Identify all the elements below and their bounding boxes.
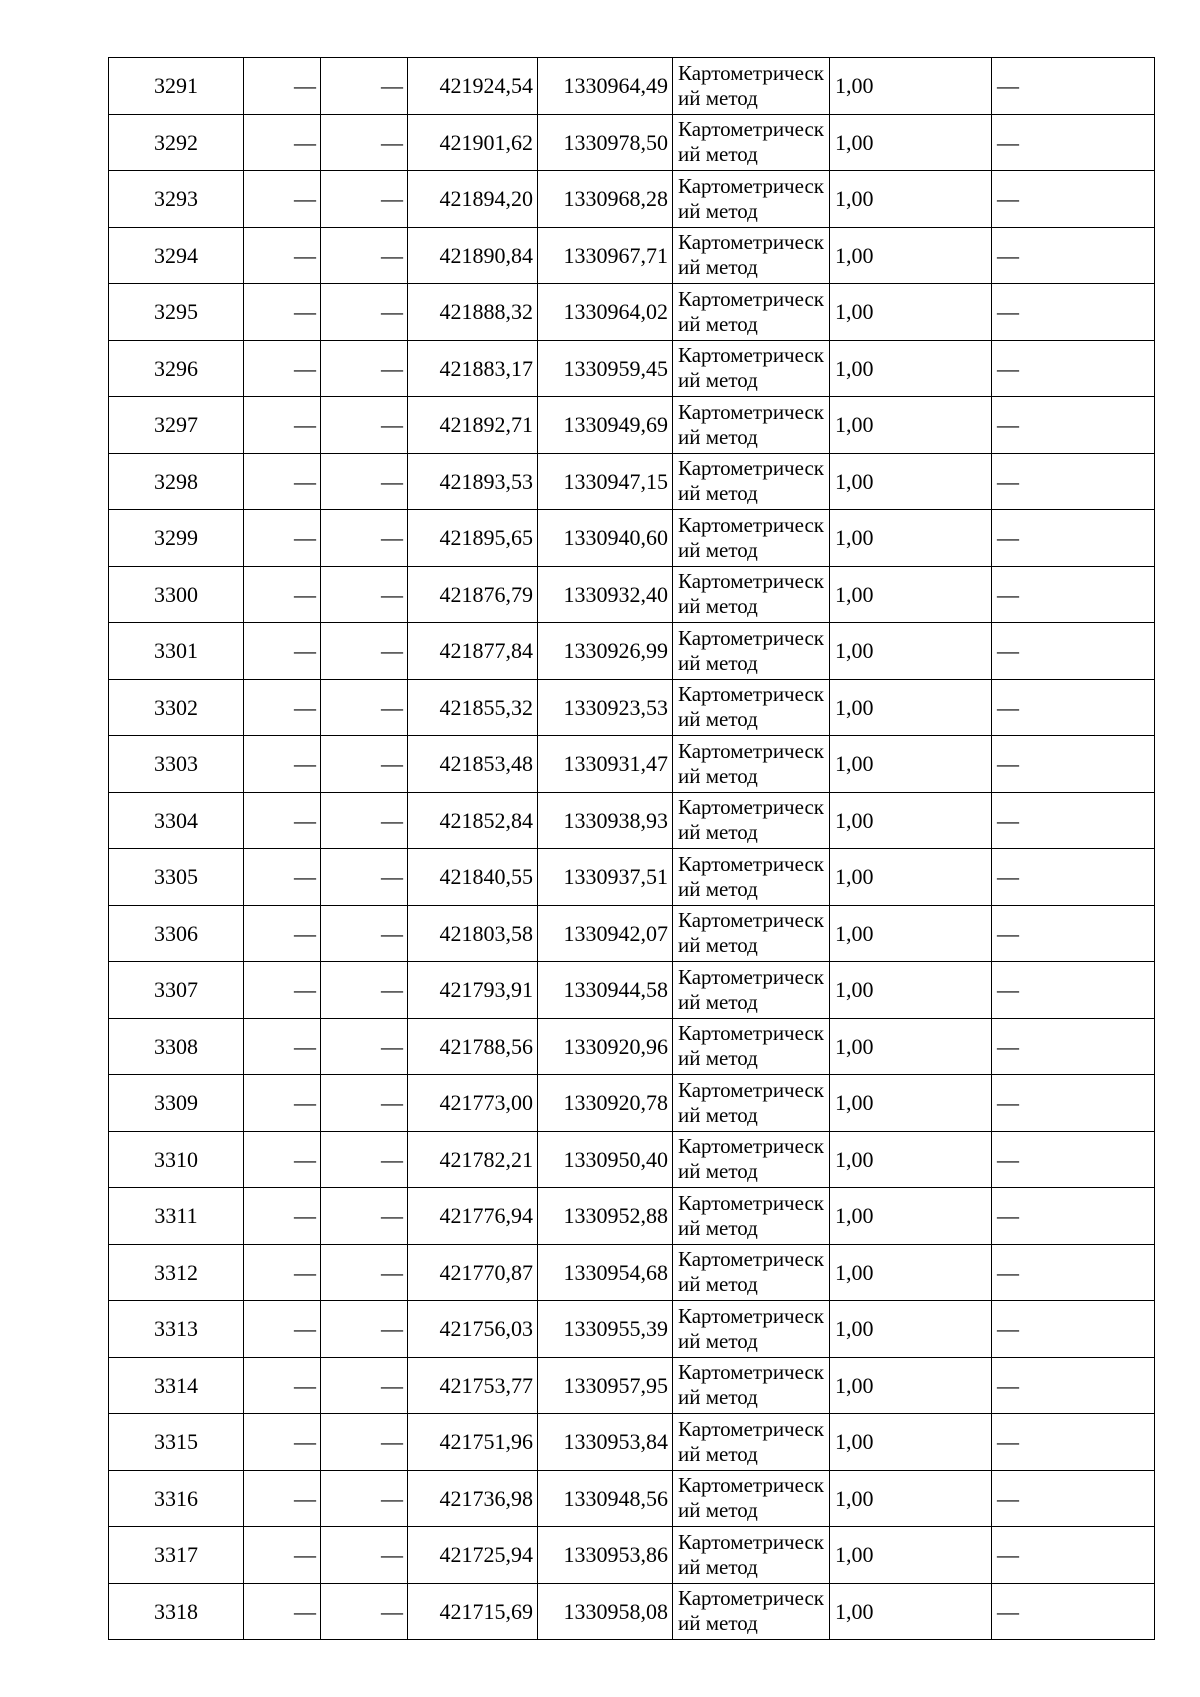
x-coordinate-cell: 421853,48	[408, 736, 538, 793]
x-coordinate-cell: 421901,62	[408, 114, 538, 171]
empty-dash-cell: —	[321, 566, 408, 623]
empty-dash-cell: —	[321, 1244, 408, 1301]
method-cell: Картометрический метод	[673, 1018, 830, 1075]
empty-dash-cell: —	[244, 962, 321, 1019]
accuracy-cell: 1,00	[830, 736, 992, 793]
accuracy-cell: 1,00	[830, 1583, 992, 1640]
empty-dash-cell: —	[244, 792, 321, 849]
accuracy-cell: 1,00	[830, 1018, 992, 1075]
point-number-cell: 3311	[109, 1188, 244, 1245]
table-row	[109, 623, 1155, 680]
table-row	[109, 1527, 1155, 1584]
method-cell: Картометрический метод	[673, 736, 830, 793]
x-coordinate-cell: 421876,79	[408, 566, 538, 623]
empty-dash-cell: —	[244, 566, 321, 623]
empty-dash-cell: —	[321, 1188, 408, 1245]
y-coordinate-cell: 1330942,07	[538, 905, 673, 962]
accuracy-cell: 1,00	[830, 1414, 992, 1471]
table-row	[109, 1018, 1155, 1075]
point-number-cell: 3310	[109, 1131, 244, 1188]
empty-dash-cell: —	[992, 114, 1155, 171]
point-number-cell: 3292	[109, 114, 244, 171]
method-cell: Картометрический метод	[673, 792, 830, 849]
empty-dash-cell: —	[992, 566, 1155, 623]
table-row	[109, 1470, 1155, 1527]
y-coordinate-cell: 1330955,39	[538, 1301, 673, 1358]
method-cell: Картометрический метод	[673, 227, 830, 284]
empty-dash-cell: —	[321, 284, 408, 341]
x-coordinate-cell: 421883,17	[408, 340, 538, 397]
empty-dash-cell: —	[244, 1018, 321, 1075]
empty-dash-cell: —	[244, 1301, 321, 1358]
method-cell: Картометрический метод	[673, 171, 830, 228]
accuracy-cell: 1,00	[830, 566, 992, 623]
table-row	[109, 1301, 1155, 1358]
point-number-cell: 3295	[109, 284, 244, 341]
y-coordinate-cell: 1330940,60	[538, 510, 673, 567]
y-coordinate-cell: 1330954,68	[538, 1244, 673, 1301]
point-number-cell: 3301	[109, 623, 244, 680]
empty-dash-cell: —	[244, 1414, 321, 1471]
table-row	[109, 453, 1155, 510]
point-number-cell: 3299	[109, 510, 244, 567]
empty-dash-cell: —	[321, 114, 408, 171]
y-coordinate-cell: 1330978,50	[538, 114, 673, 171]
method-cell: Картометрический метод	[673, 58, 830, 115]
x-coordinate-cell: 421793,91	[408, 962, 538, 1019]
empty-dash-cell: —	[244, 1075, 321, 1132]
accuracy-cell: 1,00	[830, 1301, 992, 1358]
point-number-cell: 3302	[109, 679, 244, 736]
x-coordinate-cell: 421895,65	[408, 510, 538, 567]
empty-dash-cell: —	[321, 510, 408, 567]
empty-dash-cell: —	[244, 849, 321, 906]
empty-dash-cell: —	[321, 1131, 408, 1188]
x-coordinate-cell: 421840,55	[408, 849, 538, 906]
point-number-cell: 3293	[109, 171, 244, 228]
table-row	[109, 905, 1155, 962]
accuracy-cell: 1,00	[830, 792, 992, 849]
empty-dash-cell: —	[244, 905, 321, 962]
empty-dash-cell: —	[321, 397, 408, 454]
method-cell: Картометрический метод	[673, 397, 830, 454]
table-row	[109, 1131, 1155, 1188]
empty-dash-cell: —	[321, 792, 408, 849]
empty-dash-cell: —	[992, 1583, 1155, 1640]
table-row	[109, 397, 1155, 454]
empty-dash-cell: —	[244, 1131, 321, 1188]
point-number-cell: 3306	[109, 905, 244, 962]
empty-dash-cell: —	[321, 1018, 408, 1075]
table-row	[109, 1357, 1155, 1414]
empty-dash-cell: —	[992, 849, 1155, 906]
empty-dash-cell: —	[244, 1527, 321, 1584]
method-cell: Картометрический метод	[673, 849, 830, 906]
method-cell: Картометрический метод	[673, 1357, 830, 1414]
y-coordinate-cell: 1330964,02	[538, 284, 673, 341]
empty-dash-cell: —	[992, 792, 1155, 849]
x-coordinate-cell: 421736,98	[408, 1470, 538, 1527]
empty-dash-cell: —	[321, 1527, 408, 1584]
empty-dash-cell: —	[244, 227, 321, 284]
empty-dash-cell: —	[321, 623, 408, 680]
empty-dash-cell: —	[244, 453, 321, 510]
empty-dash-cell: —	[992, 1527, 1155, 1584]
table-row	[109, 114, 1155, 171]
empty-dash-cell: —	[992, 510, 1155, 567]
x-coordinate-cell: 421776,94	[408, 1188, 538, 1245]
point-number-cell: 3291	[109, 58, 244, 115]
empty-dash-cell: —	[992, 227, 1155, 284]
accuracy-cell: 1,00	[830, 679, 992, 736]
empty-dash-cell: —	[321, 679, 408, 736]
empty-dash-cell: —	[321, 58, 408, 115]
coordinates-table	[108, 57, 1155, 1640]
point-number-cell: 3317	[109, 1527, 244, 1584]
empty-dash-cell: —	[321, 962, 408, 1019]
table-row	[109, 792, 1155, 849]
empty-dash-cell: —	[992, 58, 1155, 115]
empty-dash-cell: —	[244, 1188, 321, 1245]
y-coordinate-cell: 1330968,28	[538, 171, 673, 228]
accuracy-cell: 1,00	[830, 905, 992, 962]
empty-dash-cell: —	[244, 1357, 321, 1414]
table-row	[109, 340, 1155, 397]
accuracy-cell: 1,00	[830, 1131, 992, 1188]
empty-dash-cell: —	[992, 623, 1155, 680]
table-row	[109, 1414, 1155, 1471]
y-coordinate-cell: 1330920,96	[538, 1018, 673, 1075]
y-coordinate-cell: 1330926,99	[538, 623, 673, 680]
empty-dash-cell: —	[321, 1583, 408, 1640]
table-row	[109, 1583, 1155, 1640]
point-number-cell: 3303	[109, 736, 244, 793]
point-number-cell: 3309	[109, 1075, 244, 1132]
x-coordinate-cell: 421877,84	[408, 623, 538, 680]
x-coordinate-cell: 421773,00	[408, 1075, 538, 1132]
empty-dash-cell: —	[992, 905, 1155, 962]
method-cell: Картометрический метод	[673, 962, 830, 1019]
table-row	[109, 849, 1155, 906]
point-number-cell: 3315	[109, 1414, 244, 1471]
x-coordinate-cell: 421782,21	[408, 1131, 538, 1188]
point-number-cell: 3307	[109, 962, 244, 1019]
method-cell: Картометрический метод	[673, 1188, 830, 1245]
accuracy-cell: 1,00	[830, 1470, 992, 1527]
empty-dash-cell: —	[321, 1075, 408, 1132]
x-coordinate-cell: 421890,84	[408, 227, 538, 284]
table-row	[109, 1188, 1155, 1245]
method-cell: Картометрический метод	[673, 1301, 830, 1358]
accuracy-cell: 1,00	[830, 58, 992, 115]
empty-dash-cell: —	[321, 1414, 408, 1471]
x-coordinate-cell: 421892,71	[408, 397, 538, 454]
empty-dash-cell: —	[992, 1470, 1155, 1527]
x-coordinate-cell: 421888,32	[408, 284, 538, 341]
empty-dash-cell: —	[244, 736, 321, 793]
y-coordinate-cell: 1330953,84	[538, 1414, 673, 1471]
x-coordinate-cell: 421751,96	[408, 1414, 538, 1471]
accuracy-cell: 1,00	[830, 849, 992, 906]
method-cell: Картометрический метод	[673, 453, 830, 510]
empty-dash-cell: —	[244, 1583, 321, 1640]
accuracy-cell: 1,00	[830, 1527, 992, 1584]
method-cell: Картометрический метод	[673, 1131, 830, 1188]
empty-dash-cell: —	[992, 171, 1155, 228]
y-coordinate-cell: 1330931,47	[538, 736, 673, 793]
empty-dash-cell: —	[992, 1075, 1155, 1132]
x-coordinate-cell: 421725,94	[408, 1527, 538, 1584]
point-number-cell: 3318	[109, 1583, 244, 1640]
point-number-cell: 3297	[109, 397, 244, 454]
y-coordinate-cell: 1330947,15	[538, 453, 673, 510]
empty-dash-cell: —	[244, 679, 321, 736]
empty-dash-cell: —	[992, 1244, 1155, 1301]
point-number-cell: 3308	[109, 1018, 244, 1075]
empty-dash-cell: —	[992, 736, 1155, 793]
empty-dash-cell: —	[244, 510, 321, 567]
empty-dash-cell: —	[321, 171, 408, 228]
empty-dash-cell: —	[992, 1357, 1155, 1414]
empty-dash-cell: —	[992, 1018, 1155, 1075]
empty-dash-cell: —	[992, 340, 1155, 397]
accuracy-cell: 1,00	[830, 962, 992, 1019]
accuracy-cell: 1,00	[830, 397, 992, 454]
table-row	[109, 679, 1155, 736]
point-number-cell: 3312	[109, 1244, 244, 1301]
empty-dash-cell: —	[244, 1470, 321, 1527]
empty-dash-cell: —	[244, 340, 321, 397]
method-cell: Картометрический метод	[673, 1244, 830, 1301]
y-coordinate-cell: 1330952,88	[538, 1188, 673, 1245]
empty-dash-cell: —	[992, 397, 1155, 454]
y-coordinate-cell: 1330967,71	[538, 227, 673, 284]
accuracy-cell: 1,00	[830, 453, 992, 510]
empty-dash-cell: —	[321, 1301, 408, 1358]
y-coordinate-cell: 1330920,78	[538, 1075, 673, 1132]
method-cell: Картометрический метод	[673, 340, 830, 397]
empty-dash-cell: —	[992, 1414, 1155, 1471]
method-cell: Картометрический метод	[673, 510, 830, 567]
empty-dash-cell: —	[992, 679, 1155, 736]
accuracy-cell: 1,00	[830, 340, 992, 397]
point-number-cell: 3316	[109, 1470, 244, 1527]
empty-dash-cell: —	[321, 453, 408, 510]
empty-dash-cell: —	[321, 1470, 408, 1527]
empty-dash-cell: —	[321, 227, 408, 284]
y-coordinate-cell: 1330937,51	[538, 849, 673, 906]
x-coordinate-cell: 421756,03	[408, 1301, 538, 1358]
empty-dash-cell: —	[321, 849, 408, 906]
point-number-cell: 3294	[109, 227, 244, 284]
point-number-cell: 3300	[109, 566, 244, 623]
empty-dash-cell: —	[992, 1301, 1155, 1358]
x-coordinate-cell: 421924,54	[408, 58, 538, 115]
accuracy-cell: 1,00	[830, 623, 992, 680]
table-row	[109, 566, 1155, 623]
table-row	[109, 58, 1155, 115]
accuracy-cell: 1,00	[830, 1188, 992, 1245]
table-row	[109, 1244, 1155, 1301]
method-cell: Картометрический метод	[673, 679, 830, 736]
y-coordinate-cell: 1330948,56	[538, 1470, 673, 1527]
y-coordinate-cell: 1330950,40	[538, 1131, 673, 1188]
empty-dash-cell: —	[992, 453, 1155, 510]
point-number-cell: 3298	[109, 453, 244, 510]
empty-dash-cell: —	[244, 397, 321, 454]
table-row	[109, 736, 1155, 793]
x-coordinate-cell: 421855,32	[408, 679, 538, 736]
method-cell: Картометрический метод	[673, 905, 830, 962]
method-cell: Картометрический метод	[673, 566, 830, 623]
y-coordinate-cell: 1330957,95	[538, 1357, 673, 1414]
empty-dash-cell: —	[992, 284, 1155, 341]
empty-dash-cell: —	[992, 1131, 1155, 1188]
x-coordinate-cell: 421803,58	[408, 905, 538, 962]
empty-dash-cell: —	[244, 114, 321, 171]
table-row	[109, 962, 1155, 1019]
empty-dash-cell: —	[992, 962, 1155, 1019]
y-coordinate-cell: 1330938,93	[538, 792, 673, 849]
accuracy-cell: 1,00	[830, 114, 992, 171]
empty-dash-cell: —	[321, 905, 408, 962]
point-number-cell: 3313	[109, 1301, 244, 1358]
y-coordinate-cell: 1330959,45	[538, 340, 673, 397]
method-cell: Картометрический метод	[673, 1075, 830, 1132]
y-coordinate-cell: 1330923,53	[538, 679, 673, 736]
table-row	[109, 171, 1155, 228]
y-coordinate-cell: 1330958,08	[538, 1583, 673, 1640]
method-cell: Картометрический метод	[673, 623, 830, 680]
method-cell: Картометрический метод	[673, 1583, 830, 1640]
method-cell: Картометрический метод	[673, 284, 830, 341]
empty-dash-cell: —	[244, 58, 321, 115]
point-number-cell: 3314	[109, 1357, 244, 1414]
accuracy-cell: 1,00	[830, 510, 992, 567]
empty-dash-cell: —	[244, 284, 321, 341]
x-coordinate-cell: 421893,53	[408, 453, 538, 510]
empty-dash-cell: —	[321, 1357, 408, 1414]
point-number-cell: 3296	[109, 340, 244, 397]
y-coordinate-cell: 1330953,86	[538, 1527, 673, 1584]
accuracy-cell: 1,00	[830, 284, 992, 341]
table-row	[109, 284, 1155, 341]
point-number-cell: 3305	[109, 849, 244, 906]
empty-dash-cell: —	[244, 171, 321, 228]
table-row	[109, 1075, 1155, 1132]
x-coordinate-cell: 421753,77	[408, 1357, 538, 1414]
y-coordinate-cell: 1330944,58	[538, 962, 673, 1019]
method-cell: Картометрический метод	[673, 114, 830, 171]
table-row	[109, 227, 1155, 284]
method-cell: Картометрический метод	[673, 1414, 830, 1471]
x-coordinate-cell: 421852,84	[408, 792, 538, 849]
y-coordinate-cell: 1330949,69	[538, 397, 673, 454]
empty-dash-cell: —	[321, 340, 408, 397]
empty-dash-cell: —	[992, 1188, 1155, 1245]
y-coordinate-cell: 1330932,40	[538, 566, 673, 623]
empty-dash-cell: —	[244, 1244, 321, 1301]
point-number-cell: 3304	[109, 792, 244, 849]
accuracy-cell: 1,00	[830, 1357, 992, 1414]
method-cell: Картометрический метод	[673, 1470, 830, 1527]
accuracy-cell: 1,00	[830, 227, 992, 284]
accuracy-cell: 1,00	[830, 1075, 992, 1132]
empty-dash-cell: —	[244, 623, 321, 680]
x-coordinate-cell: 421715,69	[408, 1583, 538, 1640]
x-coordinate-cell: 421894,20	[408, 171, 538, 228]
empty-dash-cell: —	[321, 736, 408, 793]
accuracy-cell: 1,00	[830, 171, 992, 228]
x-coordinate-cell: 421788,56	[408, 1018, 538, 1075]
x-coordinate-cell: 421770,87	[408, 1244, 538, 1301]
method-cell: Картометрический метод	[673, 1527, 830, 1584]
accuracy-cell: 1,00	[830, 1244, 992, 1301]
table-body	[109, 58, 1155, 1640]
y-coordinate-cell: 1330964,49	[538, 58, 673, 115]
table-row	[109, 510, 1155, 567]
